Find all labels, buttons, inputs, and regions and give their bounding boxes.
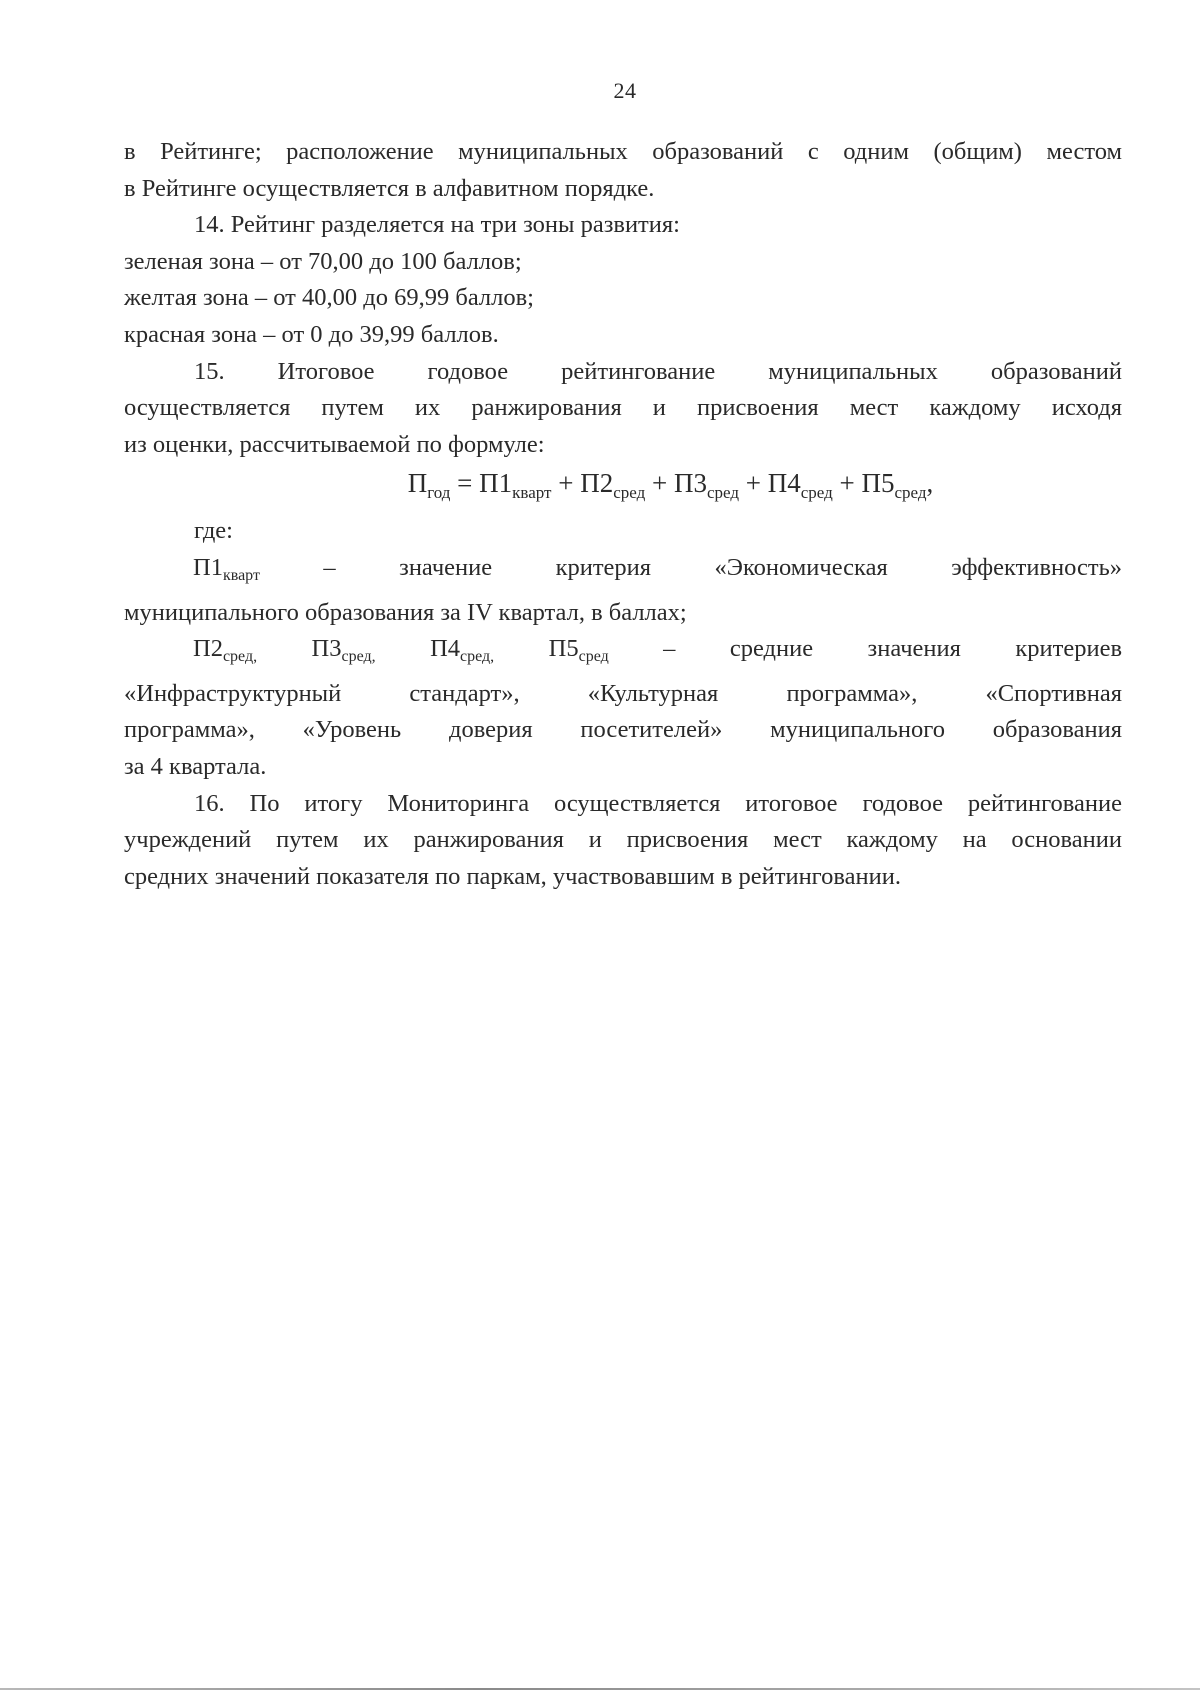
item-15-line: осуществляется путем их ранжирования и присвоения мест каждому исходя [124, 394, 1122, 422]
definition-1-text: – значение критерия «Экономическая эффективность» [259, 553, 1122, 581]
paragraph-line: в Рейтинге осуществляется в алфавитном порядке. [124, 174, 655, 202]
formula-plus: + [645, 468, 674, 499]
item-16-line: средних значений показателя по паркам, участвовавшим в рейтинговании. [124, 862, 901, 890]
definition-2-line: «Инфраструктурный стандарт», «Культурная программа», «Спортивная [124, 679, 1122, 707]
definition-2-symbol: П5 [548, 635, 579, 663]
zone-green: зеленая зона – от 70,00 до 100 баллов; [124, 247, 522, 275]
definition-2-symbol: П4 [430, 635, 461, 663]
definition-1-symbol: П1 [193, 553, 223, 581]
formula-lhs: П [407, 468, 428, 499]
formula-term-1: П1 [479, 468, 513, 499]
formula-plus: + [832, 468, 862, 499]
definition-2-line: за 4 квартала. [124, 752, 267, 780]
item-16-line: 16. По итогу Мониторинга осуществляется итоговое годовое рейтингование [194, 789, 1122, 817]
formula-term-4-subscript: сред [800, 483, 833, 503]
definition-2-line [124, 631, 1122, 676]
formula-term-2-subscript: сред [613, 483, 646, 503]
formula-term-3: П3 [673, 468, 707, 499]
formula-term-5: П5 [861, 468, 895, 499]
formula-term-1-subscript: кварт [512, 483, 552, 503]
definition-2-symbol-subscript: сред, [341, 648, 376, 666]
definition-1-line: муниципального образования за IV квартал, в баллах; [124, 598, 687, 626]
paragraph-line: в Рейтинге; расположение муниципальных образований с одним (общим) местом [124, 138, 1122, 165]
definition-2-text: – средние значения критериев [608, 635, 1123, 663]
formula-equals: = [450, 468, 480, 499]
definition-2-symbol: П2 [193, 635, 223, 663]
formula-term-5-subscript: сред [894, 483, 927, 503]
definition-1-line [124, 550, 1122, 595]
scan-edge-line [0, 1688, 1200, 1690]
item-15-line: 15. Итоговое годовое рейтингование муниципальных образований [194, 357, 1122, 385]
formula-term-4: П4 [767, 468, 801, 499]
document-body [124, 134, 1122, 895]
where-label: где: [194, 517, 233, 545]
definition-1-symbol-subscript: кварт [222, 566, 260, 584]
formula-plus: + [739, 468, 768, 499]
formula-lhs-subscript: год [427, 483, 451, 503]
zone-yellow: желтая зона – от 40,00 до 69,99 баллов; [124, 284, 534, 312]
item-14-intro: 14. Рейтинг разделяется на три зоны развития: [194, 211, 680, 239]
definition-2-symbol: П3 [311, 635, 342, 663]
definition-2-line: программа», «Уровень доверия посетителей» муниципального образования [124, 716, 1122, 744]
definition-2-symbol-subscript: сред [578, 648, 609, 666]
definition-2-symbol-subscript: сред, [460, 648, 495, 666]
formula [124, 463, 1122, 513]
formula-plus: + [551, 468, 581, 499]
definition-2-symbol-subscript: сред, [222, 648, 258, 666]
formula-term-3-subscript: сред [706, 483, 739, 503]
formula-end: , [926, 468, 934, 499]
zone-red: красная зона – от 0 до 39,99 баллов. [124, 320, 499, 348]
formula-term-2: П2 [580, 468, 614, 499]
item-15-line: из оценки, рассчитываемой по формуле: [124, 430, 545, 458]
page-number: 24 [613, 78, 637, 103]
item-16-line: учреждений путем их ранжирования и присвоения мест каждому на основании [124, 826, 1122, 854]
